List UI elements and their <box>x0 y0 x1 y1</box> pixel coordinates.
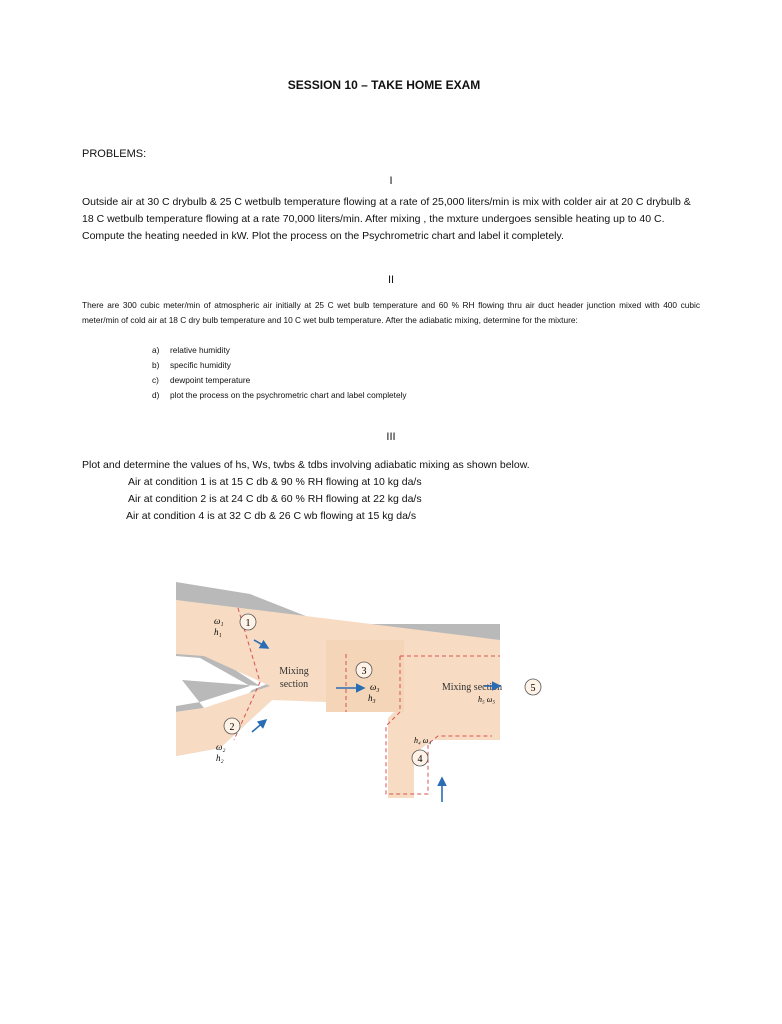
w1-label: ω₁ <box>214 616 224 626</box>
list-item: b) specific humidity <box>152 360 231 370</box>
condition-4: Air at condition 4 is at 32 C db & 26 C wb flowing at 15 kg da/s <box>126 510 417 522</box>
w2-label: ω₂ <box>216 742 226 752</box>
condition-1: Air at condition 1 is at 15 C db & 90 % RH flowing at 10 kg da/s <box>128 476 422 488</box>
list-item: a) relative humidity <box>152 345 230 355</box>
problem-2-numeral: II <box>387 274 395 286</box>
node-2-label: 2 <box>229 722 235 733</box>
h5w5-label: h₅ ω₅ <box>478 695 496 704</box>
section-label: section <box>279 679 309 690</box>
problem-3-numeral: III <box>386 431 396 443</box>
problem-1-numeral: I <box>389 175 393 187</box>
mixing-diagram <box>176 578 536 806</box>
flow-arrow-2 <box>252 720 266 732</box>
node-3-label: 3 <box>361 666 367 677</box>
mixing-label: Mixing <box>279 666 309 677</box>
h3-label: h₃ <box>368 693 376 703</box>
h1-label: h₁ <box>214 627 222 637</box>
w3-label: ω₃ <box>370 682 380 692</box>
h4w4-label: h₄ ω₄ <box>414 736 432 745</box>
problem-2-list <box>152 343 407 403</box>
node-4-label: 4 <box>417 754 423 765</box>
problem-1-text: Outside air at 30 C drybulb & 25 C wetbulb temperature flowing at a rate of 25,000 liters/min is mix with colder air at 20 C drybulb & 18 C wetbulb temperature flowing at a rate 70,000 liters/min. After mixing , the mxture undergoes sensible heating up to 40 C. Compute the heating needed in kW. Plot the process on the Psychrometric chart and label it completely. <box>82 196 691 242</box>
page-title: SESSION 10 – TAKE HOME EXAM <box>287 78 481 92</box>
mixing-section-label: Mixing section <box>441 682 503 693</box>
h2-label: h₂ <box>216 753 224 763</box>
node-5-label: 5 <box>530 683 536 694</box>
list-item: d) plot the process on the psychrometric chart and label completely <box>152 390 407 400</box>
node-1-label: 1 <box>245 618 251 629</box>
condition-2: Air at condition 2 is at 24 C db & 60 % RH flowing at 22 kg da/s <box>128 493 422 505</box>
problem-3-intro: Plot and determine the values of hs, Ws, twbs & tdbs involving adiabatic mixing as shown below. <box>82 459 530 471</box>
list-item: c) dewpoint temperature <box>152 375 251 385</box>
problems-label: PROBLEMS: <box>82 148 147 160</box>
problem-2-text: There are 300 cubic meter/min of atmospheric air initially at 25 C wet bulb temperature and 60 % RH flowing thru air duct header junction mixed with 400 cubic meter/min of cold air at 18 C dry bulb temperature and 10 C wet bulb temperature. After the adiabatic mixing, determine for the mixture: <box>82 300 700 325</box>
